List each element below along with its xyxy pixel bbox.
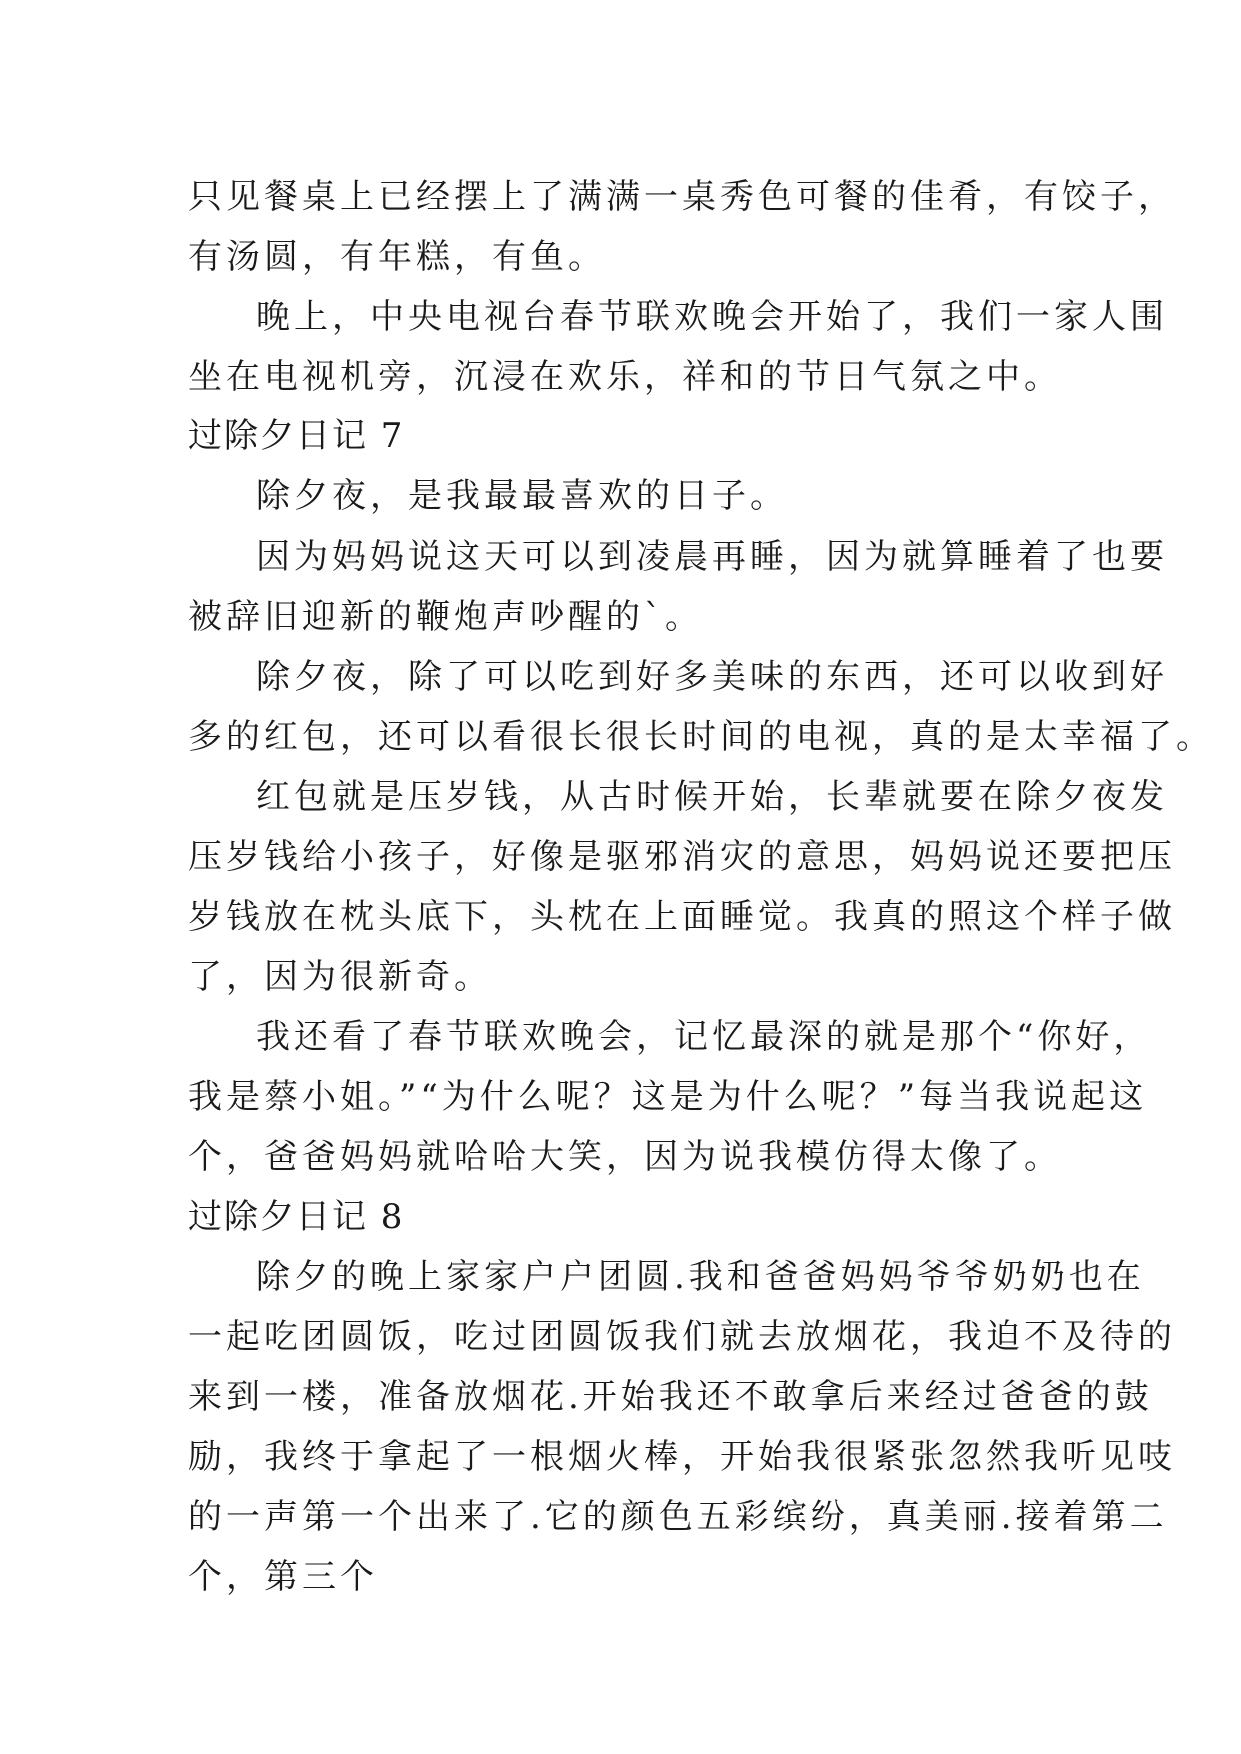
paragraph-line: 个，第三个: [188, 1557, 378, 1597]
paragraph-line: 红包就是压岁钱，从古时候开始，长辈就要在除夕夜发: [256, 777, 1168, 817]
section-heading: 过除夕日记 8: [188, 1197, 405, 1237]
paragraph-line: 只见餐桌上已经摆上了满满一桌秀色可餐的佳肴，有饺子，: [188, 177, 1176, 217]
paragraph-line: 被辞旧迎新的鞭炮声吵醒的`。: [188, 597, 703, 637]
paragraph-line: 岁钱放在枕头底下，头枕在上面睡觉。我真的照这个样子做: [188, 897, 1176, 937]
paragraph-line: 我是蔡小姐。”“为什么呢？这是为什么呢？”每当我说起这: [188, 1077, 1148, 1117]
paragraph-line: 一起吃团圆饭，吃过团圆饭我们就去放烟花，我迫不及待的: [188, 1317, 1176, 1357]
paragraph-line: 励，我终于拿起了一根烟火棒，开始我很紧张忽然我听见吱: [188, 1437, 1176, 1477]
paragraph-line: 除夕的晚上家家户户团圆.我和爸爸妈妈爷爷奶奶也在: [256, 1257, 1145, 1297]
paragraph-line: 多的红包，还可以看很长很长时间的电视，真的是太幸福了。: [188, 717, 1214, 757]
paragraph-line: 来到一楼，准备放烟花.开始我还不敢拿后来经过爸爸的鼓: [188, 1377, 1153, 1417]
paragraph-line: 除夕夜，除了可以吃到好多美味的东西，还可以收到好: [256, 657, 1168, 697]
paragraph-line: 压岁钱给小孩子，好像是驱邪消灾的意思，妈妈说还要把压: [188, 837, 1176, 877]
section-heading: 过除夕日记 7: [188, 416, 405, 456]
paragraph-line: 因为妈妈说这天可以到凌晨再睡，因为就算睡着了也要: [256, 537, 1168, 577]
paragraph-line: 晚上，中央电视台春节联欢晚会开始了，我们一家人围: [256, 297, 1168, 337]
paragraph-line: 我还看了春节联欢晚会，记忆最深的就是那个“你好，: [256, 1017, 1152, 1057]
paragraph-line: 坐在电视机旁，沉浸在欢乐，祥和的节日气氛之中。: [188, 357, 1062, 397]
paragraph-line: 有汤圆，有年糕，有鱼。: [188, 237, 606, 277]
paragraph-line: 的一声第一个出来了.它的颜色五彩缤纷，真美丽.接着第二: [188, 1497, 1168, 1537]
paragraph-line: 个，爸爸妈妈就哈哈大笑，因为说我模仿得太像了。: [188, 1137, 1062, 1177]
paragraph-line: 了，因为很新奇。: [188, 957, 492, 997]
paragraph-line: 除夕夜，是我最最喜欢的日子。: [256, 476, 788, 516]
